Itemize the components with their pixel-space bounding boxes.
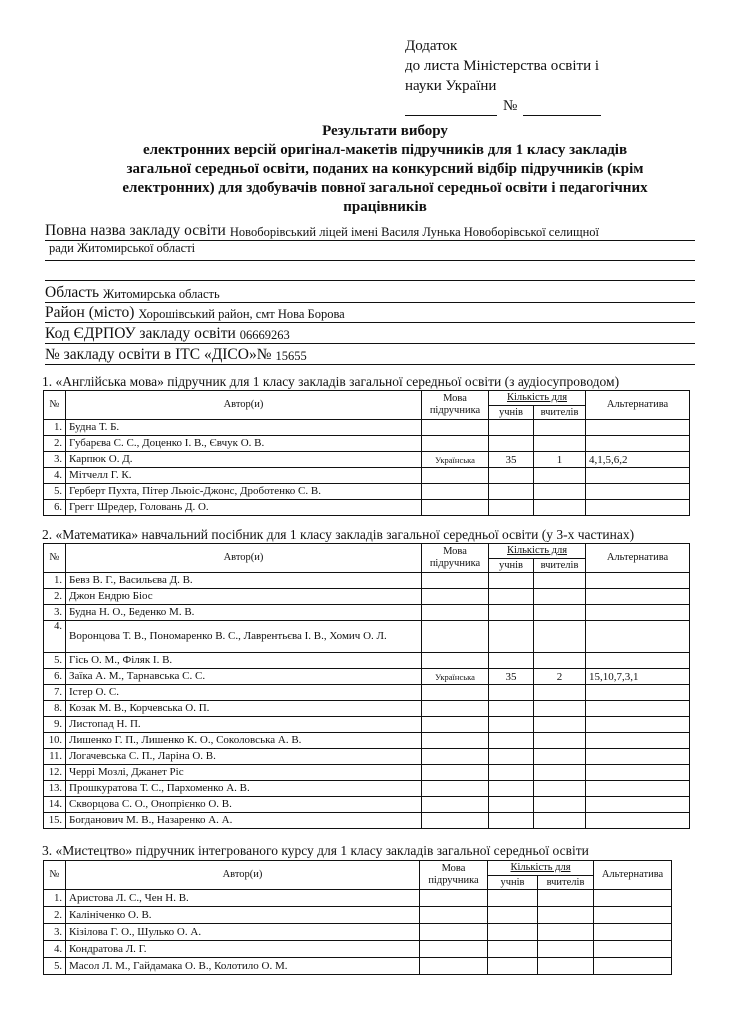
row-students [489,797,534,813]
header-num: № [44,861,66,890]
header-lang-line-2: підручника [429,558,481,569]
date-blank [405,101,497,116]
region-field [45,282,695,303]
header-author: Автор(и) [66,391,422,420]
row-alternative [594,907,672,924]
header-students: учнів [489,559,534,573]
title-line-1: Результати вибору [322,123,448,139]
region-label: Область [45,284,100,301]
table-row [44,436,690,452]
row-language [422,484,489,500]
row-teachers [534,573,586,589]
header-author: Автор(и) [66,861,420,890]
row-students [489,621,534,653]
row-alternative [586,420,690,436]
blank-line [45,261,695,281]
row-alternative [594,941,672,958]
header-alternative: Альтернатива [594,861,672,890]
edrpou-field [45,323,695,344]
row-number: 3. [44,605,66,621]
row-number: 3. [44,924,66,941]
row-teachers [534,781,586,797]
row-language [422,733,489,749]
row-language [422,420,489,436]
full-name-value-1: Новоборівський ліцей імені Василя Лунька Новоборівської селищної [229,225,600,239]
row-teachers [534,484,586,500]
table-row [44,468,690,484]
row-author: Листопад Н. П. [66,717,422,733]
row-language [420,907,488,924]
table-row [44,813,690,829]
row-teachers [538,890,594,907]
row-language [422,781,489,797]
row-author: Козак М. В., Корчевська О. П. [66,701,422,717]
row-teachers [534,500,586,516]
row-author: Губарєва С. С., Доценко І. В., Євчук О. В. [66,436,422,452]
header-lang-line-1: Мова [443,546,467,557]
header-quantity [489,391,586,406]
row-number: 6. [44,500,66,516]
row-teachers [534,733,586,749]
table-row [44,484,690,500]
table-header-row [44,391,690,406]
row-teachers [534,436,586,452]
row-number: 9. [44,717,66,733]
row-students [488,958,538,975]
row-number: 1. [44,573,66,589]
row-alternative [586,436,690,452]
table-header-row [44,861,672,876]
row-author: Мітчелл Г. К. [66,468,422,484]
row-teachers [534,621,586,653]
header-language [422,544,489,573]
row-alternative [586,605,690,621]
row-teachers [534,589,586,605]
row-number: 2. [44,589,66,605]
row-teachers [534,797,586,813]
its-label: № закладу освіти в ІТС «ДІСО»№ [45,346,272,363]
its-value: 15655 [275,349,307,363]
row-language [422,500,489,516]
row-teachers [534,717,586,733]
table-row [44,589,690,605]
row-author: Масол Л. М., Гайдамака О. В., Колотило О. М. [66,958,420,975]
row-language [422,573,489,589]
header-alternative: Альтернатива [586,391,690,420]
row-number: 3. [44,452,66,468]
row-number: 4. [44,621,66,653]
row-language [422,717,489,733]
document-title [40,122,730,217]
row-number: 4. [44,941,66,958]
edrpou-label: Код ЄДРПОУ закладу освіти [45,325,236,342]
title-line-4: електронних) для здобувачів повної загальної середньої освіти і педагогічних [122,180,648,196]
table-row [44,907,672,924]
row-author: Калініченко О. В. [66,907,420,924]
row-students [489,685,534,701]
header-teachers: вчителів [534,559,586,573]
row-number: 14. [44,797,66,813]
row-language [422,749,489,765]
table-row [44,669,690,685]
row-number: 2. [44,907,66,924]
number-sign: № [503,98,518,114]
row-author: Лишенко Г. П., Лишенко К. О., Соколовська А. В. [66,733,422,749]
table-row [44,958,672,975]
row-teachers [534,813,586,829]
number-blank [523,101,601,116]
table-row [44,653,690,669]
header-num: № [44,391,66,420]
row-alternative [586,797,690,813]
row-author: Скворцова С. О., Онопрієнко О. В. [66,797,422,813]
header-lang-line-2: підручника [429,405,481,416]
row-author: Джон Ендрю Біос [66,589,422,605]
header-author: Автор(и) [66,544,422,573]
row-alternative: 4,1,5,6,2 [586,452,690,468]
row-author: Черрі Мозлі, Джанет Ріс [66,765,422,781]
row-alternative [586,701,690,717]
row-number: 1. [44,420,66,436]
table-row [44,420,690,436]
row-number: 5. [44,958,66,975]
row-students: 35 [489,452,534,468]
header-qty-label: Кількість для [506,392,568,403]
row-students [489,420,534,436]
table-row [44,749,690,765]
row-teachers [534,605,586,621]
row-number: 4. [44,468,66,484]
row-language [422,685,489,701]
row-alternative [586,733,690,749]
header-quantity [488,861,594,876]
row-alternative [586,765,690,781]
row-alternative [594,958,672,975]
row-alternative [586,749,690,765]
table-row [44,781,690,797]
title-line-5: працівників [343,199,427,215]
district-label: Район (місто) [45,304,135,321]
row-teachers [534,749,586,765]
row-teachers [534,468,586,484]
row-language: Українська [422,452,489,468]
section-1-title: 1. «Англійська мова» підручник для 1 класу закладів загальної середньої освіти (з аудіосупроводом) [42,374,620,389]
appendix-line-1: Додаток [405,38,458,54]
row-author: Воронцова Т. В., Пономаренко В. С., Лаврентьєва І. В., Хомич О. Л. [66,621,422,653]
row-students [488,941,538,958]
row-number: 1. [44,890,66,907]
row-teachers [534,765,586,781]
row-teachers [538,958,594,975]
row-teachers [534,685,586,701]
header-lang-line-1: Мова [443,393,467,404]
row-number: 8. [44,701,66,717]
row-author: Прошкуратова Т. С., Пархоменко А. В. [66,781,422,797]
row-number: 6. [44,669,66,685]
header-teachers: вчителів [538,876,594,890]
row-alternative [586,589,690,605]
row-number: 10. [44,733,66,749]
header-language [422,391,489,420]
row-students [489,484,534,500]
table-row [44,605,690,621]
row-language [422,797,489,813]
table-row [44,621,690,653]
table-row [44,924,672,941]
row-students [489,605,534,621]
row-number: 12. [44,765,66,781]
row-students [489,573,534,589]
table-row [44,797,690,813]
row-language [420,958,488,975]
row-students [489,765,534,781]
row-number: 5. [44,653,66,669]
row-alternative [586,621,690,653]
title-line-2: електронних версій оригінал-макетів підручників для 1 класу закладів [142,142,628,158]
row-language [422,621,489,653]
row-number: 7. [44,685,66,701]
table-row [44,765,690,781]
header-lang-line-2: підручника [428,875,479,886]
table-row [44,941,672,958]
row-alternative [586,813,690,829]
row-author: Логачевська С. П., Ларіна О. В. [66,749,422,765]
row-students [489,468,534,484]
row-students: 35 [489,669,534,685]
its-field [45,344,695,365]
district-value: Хорошівський район, смт Нова Борова [138,307,345,321]
header-students: учнів [489,406,534,420]
row-language [422,765,489,781]
appendix-line-2: до листа Міністерства освіти і [405,58,600,74]
section-1-table [43,390,690,516]
header-alternative: Альтернатива [586,544,690,573]
row-students [489,749,534,765]
full-name-label: Повна назва закладу освіти [45,222,226,239]
table-row [44,717,690,733]
section-2-title: 2. «Математика» навчальний посібник для 1 класу закладів загальної середньої освіти (у 3-х частинах) [42,527,635,542]
table-header-row [44,544,690,559]
region-value: Житомирська область [103,287,220,301]
row-language: Українська [422,669,489,685]
row-language [420,924,488,941]
row-author: Кізілова Г. О., Шулько О. А. [66,924,420,941]
row-students [489,813,534,829]
table-row [44,573,690,589]
row-author: Істер О. С. [66,685,422,701]
row-alternative: 15,10,7,3,1 [586,669,690,685]
row-alternative [586,500,690,516]
row-author: Заїка А. М., Тарнавська С. С. [66,669,422,685]
row-teachers: 1 [534,452,586,468]
table-row [44,452,690,468]
header-num: № [44,544,66,573]
row-teachers [538,924,594,941]
title-line-3: загальної середньої освіти, поданих на конкурсний відбір підручників (крім [126,161,644,177]
full-name-value-2: ради Житомирської області [45,241,695,261]
row-teachers [534,653,586,669]
row-alternative [586,685,690,701]
row-students [489,653,534,669]
header-language [420,861,488,890]
row-author: Герберт Пухта, Пітер Льюіс-Джонс, Дроботенко С. В. [66,484,422,500]
row-alternative [586,653,690,669]
row-language [420,941,488,958]
section-3-title: 3. «Мистецтво» підручник інтегрованого курсу для 1 класу закладів загальної середньої освіти [42,843,589,858]
table-row [44,685,690,701]
row-author: Аристова Л. С., Чен Н. В. [66,890,420,907]
row-alternative [586,781,690,797]
row-students [489,781,534,797]
header-qty-label: Кількість для [506,545,568,556]
row-language [422,605,489,621]
row-language [422,701,489,717]
row-author: Гісь О. М., Філяк І. В. [66,653,422,669]
row-number: 13. [44,781,66,797]
appendix-number-line [405,96,601,116]
row-author: Кондратова Л. Г. [66,941,420,958]
row-number: 5. [44,484,66,500]
row-author: Богданович М. В., Назаренко А. А. [66,813,422,829]
row-students [488,890,538,907]
row-language [422,813,489,829]
row-students [488,907,538,924]
appendix-block [405,36,601,116]
row-alternative [594,890,672,907]
row-author: Будна Н. О., Беденко М. В. [66,605,422,621]
row-students [489,717,534,733]
row-alternative [586,717,690,733]
row-language [422,653,489,669]
row-teachers [538,941,594,958]
row-language [420,890,488,907]
row-language [422,436,489,452]
full-name-field [45,220,695,281]
row-language [422,468,489,484]
row-language [422,589,489,605]
district-field [45,302,695,323]
edrpou-value: 06669263 [239,328,290,342]
row-students [489,500,534,516]
row-alternative [594,924,672,941]
row-students [489,701,534,717]
section-2-table [43,543,690,829]
row-students [489,733,534,749]
header-teachers: вчителів [534,406,586,420]
section-3-table [43,860,672,975]
header-lang-line-1: Мова [441,863,466,874]
table-row [44,890,672,907]
row-author: Грегг Шредер, Головань Д. О. [66,500,422,516]
appendix-line-3: науки України [405,78,497,94]
row-number: 2. [44,436,66,452]
row-alternative [586,484,690,500]
table-row [44,701,690,717]
row-alternative [586,468,690,484]
row-author: Бевз В. Г., Васильєва Д. В. [66,573,422,589]
row-author: Карпюк О. Д. [66,452,422,468]
row-students [489,589,534,605]
table-row [44,500,690,516]
row-students [488,924,538,941]
row-teachers [534,420,586,436]
table-row [44,733,690,749]
header-qty-label: Кількість для [510,862,571,873]
row-alternative [586,573,690,589]
header-quantity [489,544,586,559]
row-students [489,436,534,452]
row-number: 15. [44,813,66,829]
row-teachers: 2 [534,669,586,685]
row-number: 11. [44,749,66,765]
row-teachers [538,907,594,924]
row-author: Будна Т. Б. [66,420,422,436]
row-teachers [534,701,586,717]
header-students: учнів [488,876,538,890]
